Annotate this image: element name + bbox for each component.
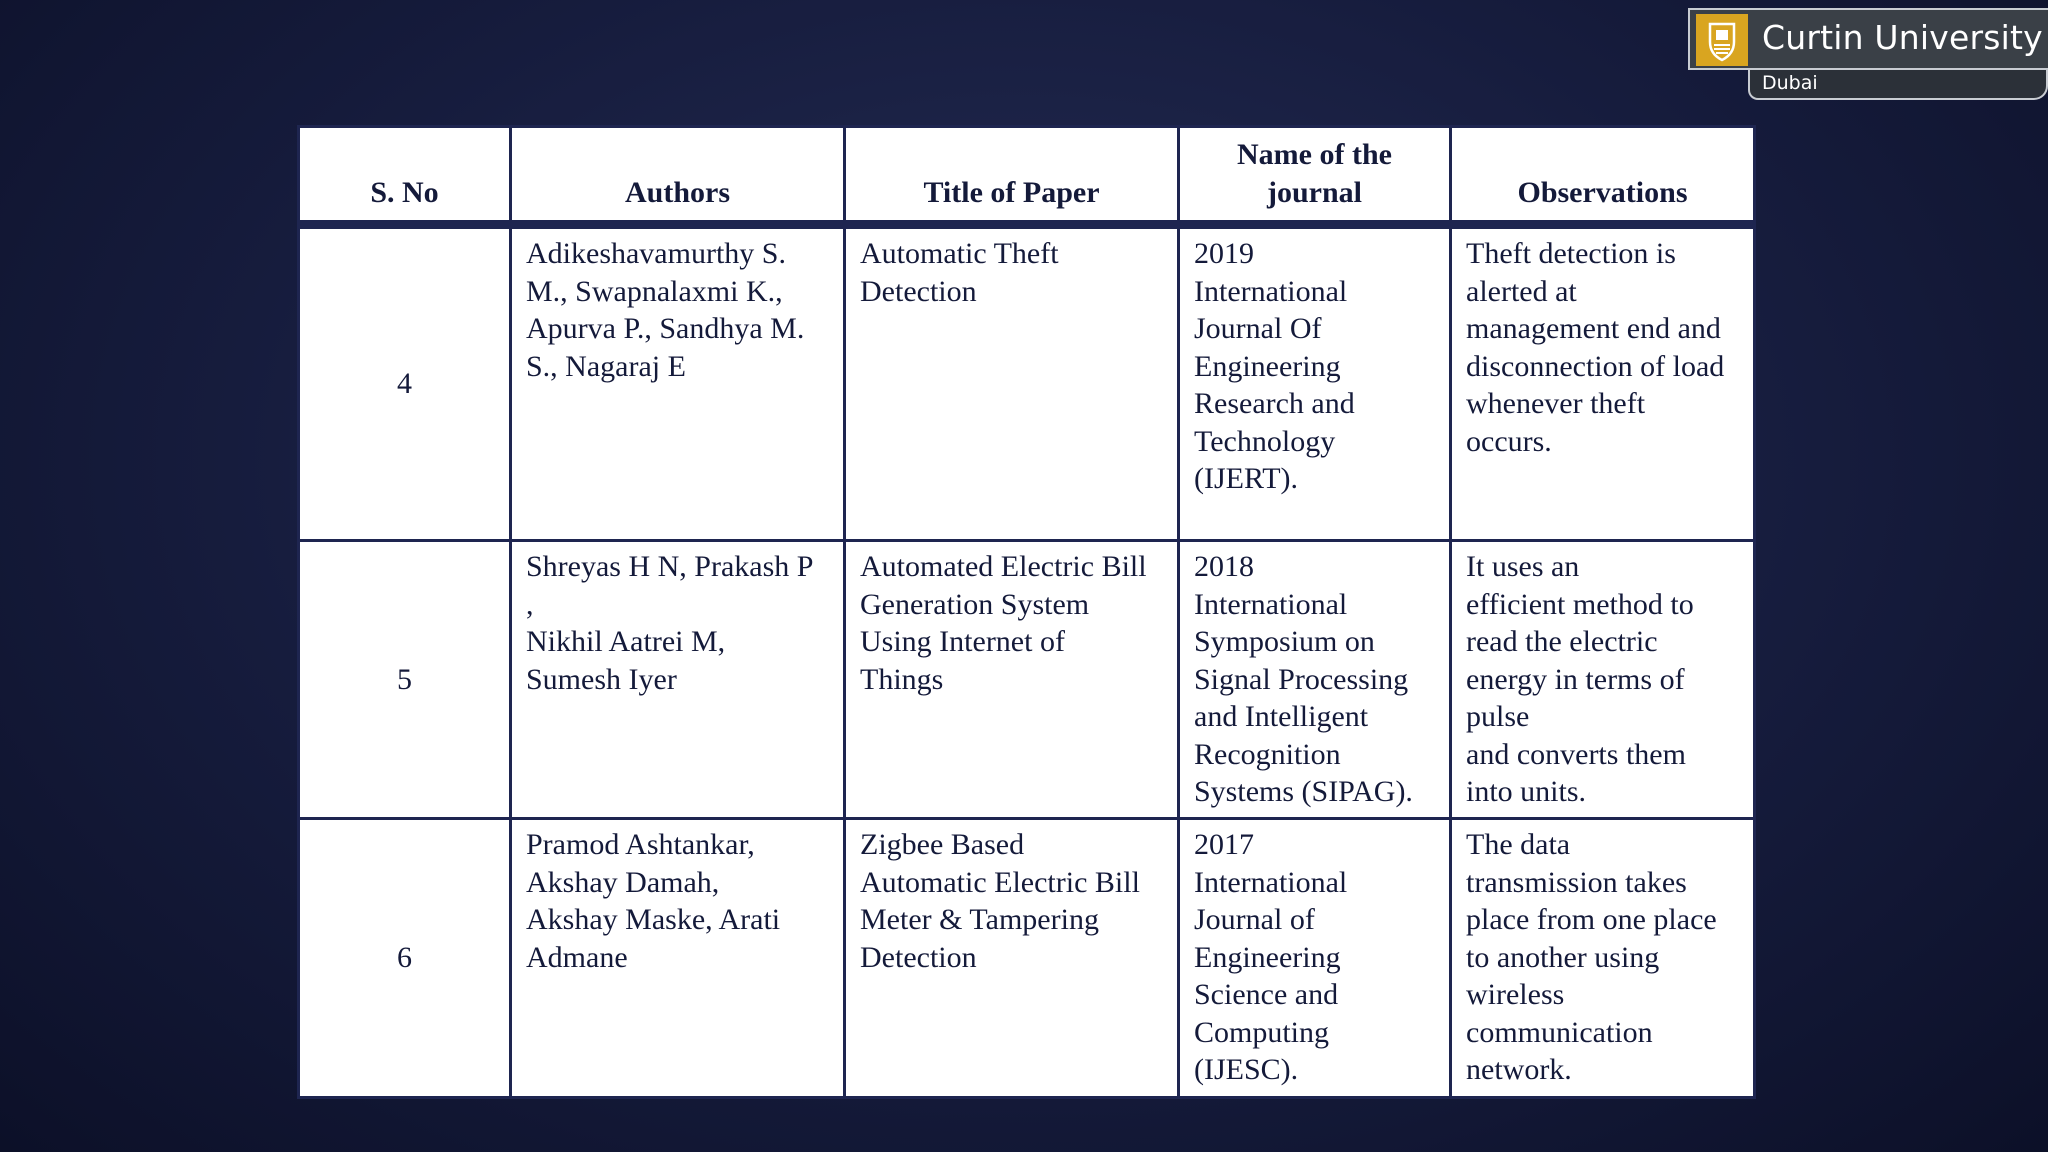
campus-tab (1748, 70, 2048, 100)
cell-title: Automated Electric Bill Generation System Using Internet of Things (845, 541, 1179, 819)
literature-review-table (297, 125, 1756, 1099)
table-row (299, 819, 1755, 1098)
logo-banner (1688, 8, 2048, 70)
header-authors: Authors (511, 127, 845, 225)
crest-icon (1696, 14, 1748, 66)
cell-authors: Adikeshavamurthy S. M., Swapnalaxmi K., Apurva P., Sandhya M. S., Nagaraj E (511, 225, 845, 541)
curtin-university-logo (1688, 8, 2048, 103)
header-observations: Observations (1451, 127, 1755, 225)
header-journal: Name of the journal (1179, 127, 1451, 225)
cell-observations: The data transmission takes place from one place to another using wireless communication network. (1451, 819, 1755, 1098)
table-row (299, 225, 1755, 541)
cell-title: Automatic Theft Detection (845, 225, 1179, 541)
campus-name: Dubai (1762, 72, 1818, 94)
cell-sno: 4 (299, 225, 511, 541)
cell-observations: Theft detection is alerted at management end and disconnection of load whenever theft occurs. (1451, 225, 1755, 541)
header-row (299, 127, 1755, 225)
cell-journal: 2018 International Symposium on Signal Processing and Intelligent Recognition Systems (SIPAG). (1179, 541, 1451, 819)
cell-authors: Pramod Ashtankar, Akshay Damah, Akshay Maske, Arati Admane (511, 819, 845, 1098)
table-row (299, 541, 1755, 819)
cell-journal: 2019 International Journal Of Engineering Research and Technology (IJERT). (1179, 225, 1451, 541)
header-title: Title of Paper (845, 127, 1179, 225)
cell-observations: It uses an efficient method to read the electric energy in terms of pulse and converts them into units. (1451, 541, 1755, 819)
cell-sno: 5 (299, 541, 511, 819)
brand-name: Curtin University (1762, 18, 2043, 57)
cell-title: Zigbee Based Automatic Electric Bill Meter & Tampering Detection (845, 819, 1179, 1098)
cell-authors: Shreyas H N, Prakash P , Nikhil Aatrei M, Sumesh Iyer (511, 541, 845, 819)
cell-journal: 2017 International Journal of Engineering Science and Computing (IJESC). (1179, 819, 1451, 1098)
header-sno: S. No (299, 127, 511, 225)
cell-sno: 6 (299, 819, 511, 1098)
